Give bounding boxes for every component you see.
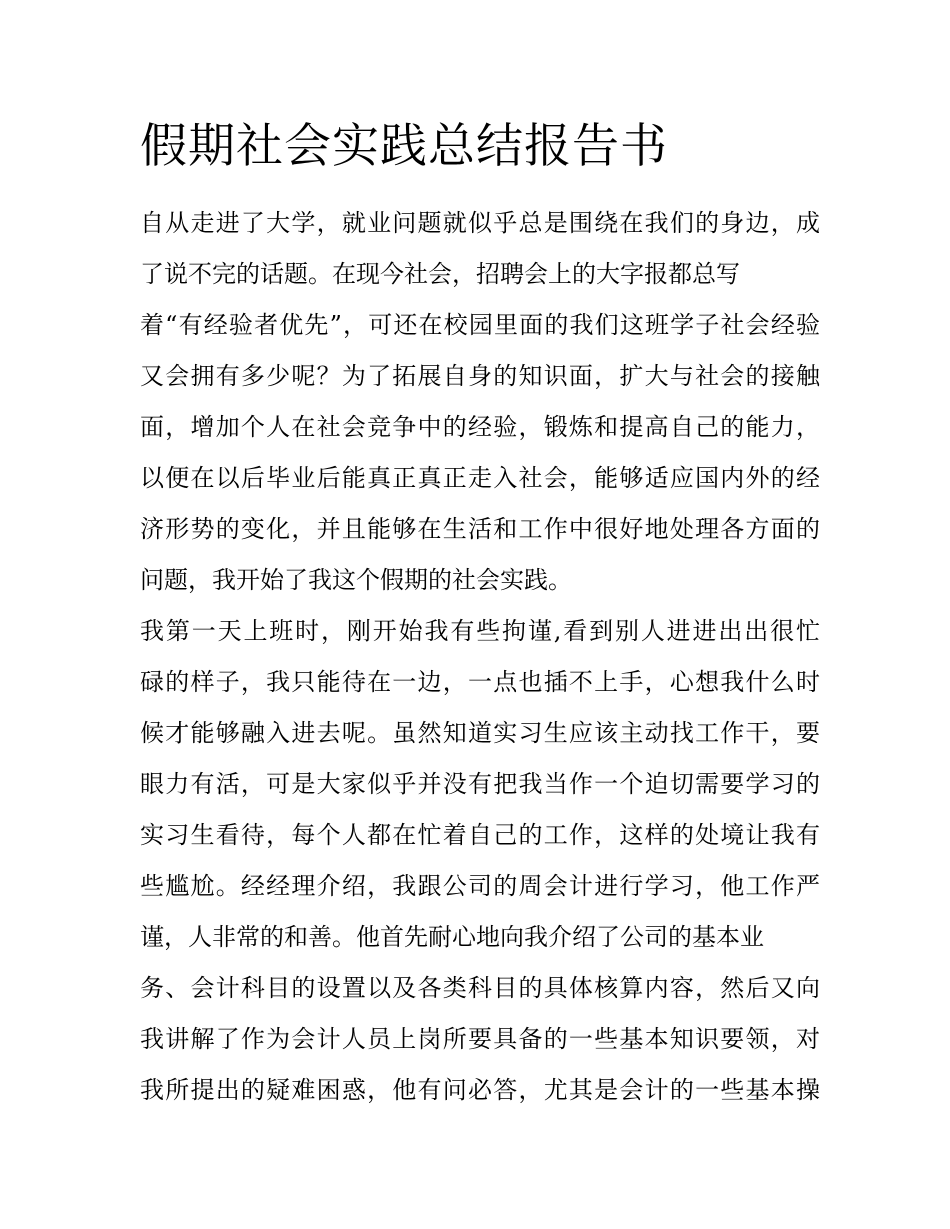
- body-line: 问题，我开始了我这个假期的社会实践。: [140, 566, 572, 594]
- body-line: 候才能够融入进去呢。虽然知道实习生应该主动找工作干，要: [140, 719, 820, 747]
- body-line: 实习生看待，每个人都在忙着自己的工作，这样的处境让我有: [140, 821, 820, 849]
- document-body: [140, 198, 820, 1116]
- document-title: 假期社会实践总结报告书: [140, 119, 668, 174]
- body-line: 碌的样子，我只能待在一边，一点也插不上手，心想我什么时: [140, 668, 820, 696]
- body-line: 我第一天上班时，刚开始我有些拘谨,看到别人进进出出很忙: [140, 617, 820, 645]
- body-line: 面，增加个人在社会竞争中的经验，锻炼和提高自己的能力，: [140, 413, 820, 441]
- body-line: 谨，人非常的和善。他首先耐心地向我介绍了公司的基本业: [140, 923, 764, 951]
- body-line: 又会拥有多少呢？为了拓展自身的知识面，扩大与社会的接触: [140, 362, 820, 390]
- body-line: 着“有经验者优先”，可还在校园里面的我们这班学子社会经验: [140, 311, 820, 339]
- body-line: 了说不完的话题。在现今社会，招聘会上的大字报都总写: [140, 260, 740, 288]
- body-line: 我所提出的疑难困惑，他有问必答，尤其是会计的一些基本操: [140, 1076, 820, 1104]
- body-line: 自从走进了大学，就业问题就似乎总是围绕在我们的身边，成: [140, 209, 820, 237]
- body-line: 务、会计科目的设置以及各类科目的具体核算内容，然后又向: [140, 974, 820, 1002]
- body-line: 我讲解了作为会计人员上岗所要具备的一些基本知识要领，对: [140, 1025, 820, 1053]
- body-line: 济形势的变化，并且能够在生活和工作中很好地处理各方面的: [140, 515, 820, 543]
- body-line: 些尴尬。经经理介绍，我跟公司的周会计进行学习，他工作严: [140, 872, 820, 900]
- body-line: 以便在以后毕业后能真正真正走入社会，能够适应国内外的经: [140, 464, 820, 492]
- body-line: 眼力有活，可是大家似乎并没有把我当作一个迫切需要学习的: [140, 770, 820, 798]
